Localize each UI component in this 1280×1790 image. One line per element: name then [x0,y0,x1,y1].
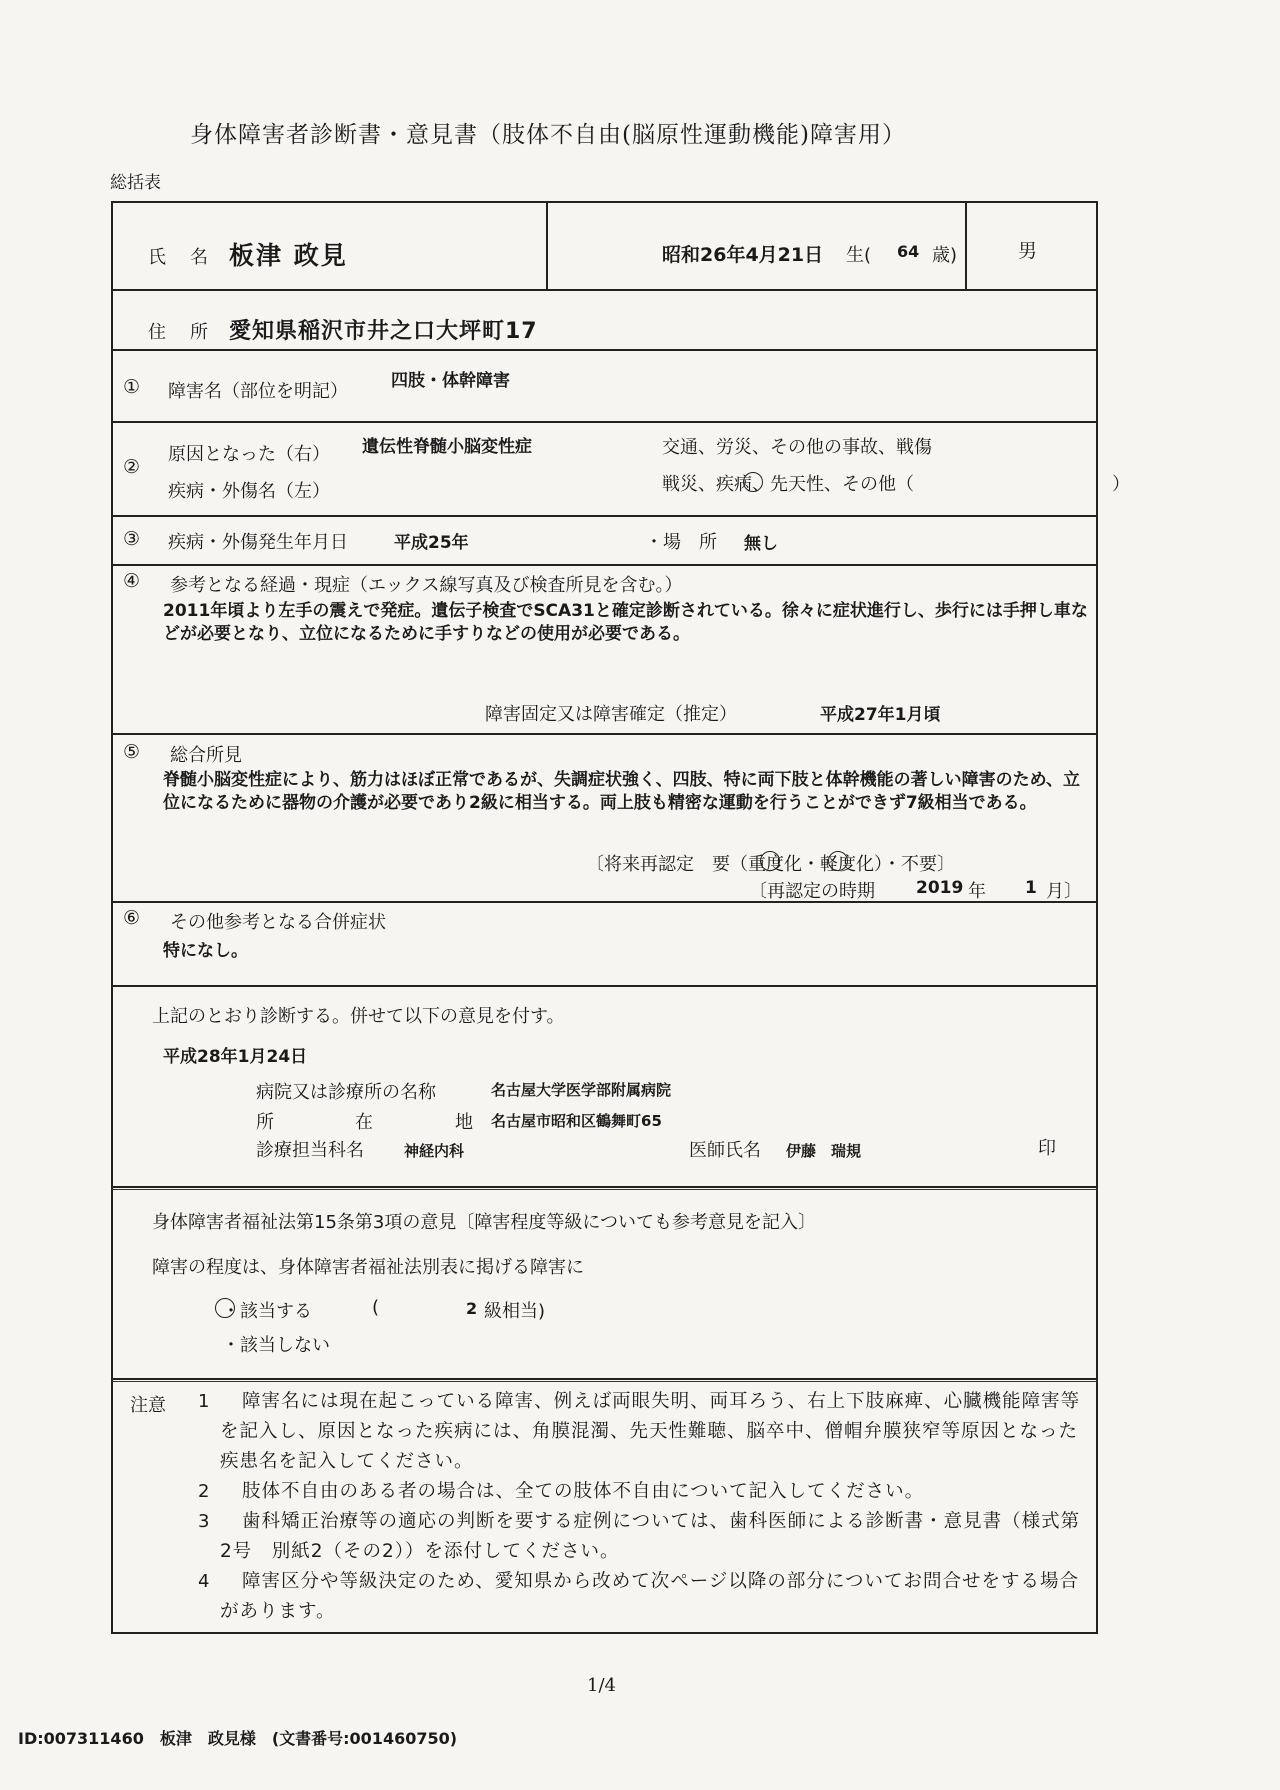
item4-number: ④ [123,570,141,592]
row-divider [111,421,1098,423]
item2-label-line2: 疾病・外傷名（左） [168,481,330,502]
item5-label: 総合所見 [170,745,242,766]
clinical-course-text: 2011年頃より左手の震えで発症。遺伝子検査でSCA31と確定診断されている。徐々に症状進行し、歩行には手押し車などが必要となり、立位になるために手すりなどの使用が必要である。 [163,601,1088,644]
row-divider [111,1186,1098,1188]
item2-label-line1: 原因となった（右） [168,444,330,465]
item2-number: ② [123,456,141,478]
hospital-name: 名古屋大学医学部附属病院 [491,1081,672,1099]
cause-options-line1: 交通、労災、その他の事故、戦傷 [662,437,932,458]
overall-findings-text: 脊髄小脳変性症により、筋力はほぼ正常であるが、失調症状強く、四肢、特に両下肢と体幹機能の著しい障害のため、立位になるために器物の介護が必要であり2級に相当する。両上肢も精密な運動を行うことができず7級相当である。 [163,770,1080,813]
onset-place: 無し [744,534,778,554]
item4-label: 参考となる経過・現症（エックス線写真及び検査所見を含む。） [170,575,683,596]
place-label: ・場 所 [645,532,717,553]
note-text: 障害名には現在起こっている障害、例えば両眼失明、両耳ろう、右上下肢麻痺、心臓機能障害等を記入し、原因となった疾病には、角膜混濁、先天性難聴、脳卒中、僧帽弁膜狭窄等原因となった疾患名を記入してください。 [220,1391,1081,1472]
fixed-date: 平成27年1月頃 [820,705,941,725]
doctor-label: 医師氏名 [689,1140,761,1161]
disability-name: 四肢・体幹障害 [391,371,510,391]
item5-number: ⑤ [123,741,141,763]
disability-grade: 2 [466,1299,478,1318]
grade-open-paren: ( [372,1297,380,1318]
item3-label: 疾病・外傷発生年月日 [168,532,348,553]
document-id-line: ID:007311460 板津 政見様 (文書番号:001460750) [18,1729,458,1748]
department-name: 神経内科 [404,1142,465,1160]
hospital-label: 病院又は診療所の名称 [256,1082,436,1103]
address-label-1: 住 [148,322,166,343]
reevaluation-year: 2019 [916,878,964,898]
row-divider [111,1381,1098,1382]
required-selected-circle [760,851,780,871]
fixed-date-label: 障害固定又は障害確定（推定） [485,704,737,725]
seal-mark: 印 [1038,1138,1056,1159]
reevaluation-period-label: 〔再認定の時期 [749,881,875,902]
age-unit: 歳) [932,245,958,266]
causal-disease: 遺伝性脊髄小脳変性症 [362,437,532,457]
row-divider [111,1378,1098,1380]
reevaluation-month-unit: 月〕 [1046,881,1082,902]
name-label-1: 氏 [148,247,166,268]
patient-sex: 男 [1018,240,1038,262]
column-divider [546,201,548,289]
hospital-address: 名古屋市昭和区鶴舞町65 [491,1112,662,1130]
complications-value: 特になし。 [163,941,248,961]
page-number: 1/4 [587,1675,616,1696]
row-divider [111,901,1098,903]
location-label-2: 在 [355,1112,373,1133]
item6-number: ⑥ [123,907,141,929]
address-label-2: 所 [190,322,208,343]
patient-name: 板津 政見 [229,241,348,270]
reevaluation-month: 1 [1025,878,1037,898]
note-number: 3 [198,1511,210,1532]
opinion-text: 障害の程度は、身体障害者福祉法別表に掲げる障害に [152,1257,584,1278]
item1-number: ① [123,376,141,398]
option-applicable: ・該当する [222,1301,312,1322]
birth-date: 昭和26年4月21日 [662,244,824,266]
row-divider [111,349,1098,351]
section-label: 総括表 [110,173,161,193]
note-number: 2 [198,1481,210,1502]
reevaluation-line: 〔将来再認定 要（重度化・軽度化）・不要〕 [586,854,955,875]
cause-options-line2: 戦災、疾病、先天性、その他（ ） [662,474,1130,495]
location-label-1: 所 [256,1112,274,1133]
name-label-2: 名 [190,247,208,268]
row-divider [111,289,1098,291]
document-title: 身体障害者診断書・意見書（肢体不自由(脳原性運動機能)障害用） [190,122,906,148]
column-divider [965,201,967,289]
note-number: 1 [198,1391,210,1412]
applicable-selected-circle [215,1298,235,1318]
note-text: 歯科矯正治療等の適応の判断を要する症例については、歯科医師による診断書・意見書（様式第2号 別紙2（その2））を添付してください。 [220,1511,1081,1562]
item6-label: その他参考となる合併症状 [170,912,386,933]
department-label: 診療担当科名 [256,1140,364,1161]
grade-suffix: 級相当) [484,1301,546,1322]
doctor-name: 伊藤 瑞規 [786,1142,862,1160]
row-divider [111,985,1098,987]
patient-address: 愛知県稲沢市井之口大坪町17 [229,319,538,344]
note-number: 4 [198,1571,210,1592]
diagnosis-date: 平成28年1月24日 [163,1047,308,1067]
diagnosis-statement: 上記のとおり診断する。併せて以下の意見を付す。 [152,1006,565,1027]
row-divider [111,733,1098,735]
onset-date: 平成25年 [394,533,469,553]
notes-label: 注意 [130,1395,166,1416]
item1-label: 障害名（部位を明記） [168,381,348,402]
patient-age: 64 [897,242,920,261]
row-divider [111,564,1098,566]
birth-suffix: 生( [846,245,872,266]
severe-selected-circle [828,851,848,871]
opinion-heading: 身体障害者福祉法第15条第3項の意見〔障害程度等級についても参考意見を記入〕 [152,1212,816,1233]
row-divider [111,515,1098,517]
note-text: 肢体不自由のある者の場合は、全ての肢体不自由について記入してください。 [242,1481,925,1502]
note-text: 障害区分や等級決定のため、愛知県から改めて次ページ以降の部分についてお問合せをする場合があります。 [220,1571,1080,1622]
option-not-applicable: ・該当しない [222,1335,330,1356]
item3-number: ③ [123,528,141,550]
row-divider [111,1189,1098,1190]
reevaluation-year-unit: 年 [968,881,986,902]
location-label-3: 地 [455,1112,473,1133]
illness-selected-circle [743,472,763,492]
